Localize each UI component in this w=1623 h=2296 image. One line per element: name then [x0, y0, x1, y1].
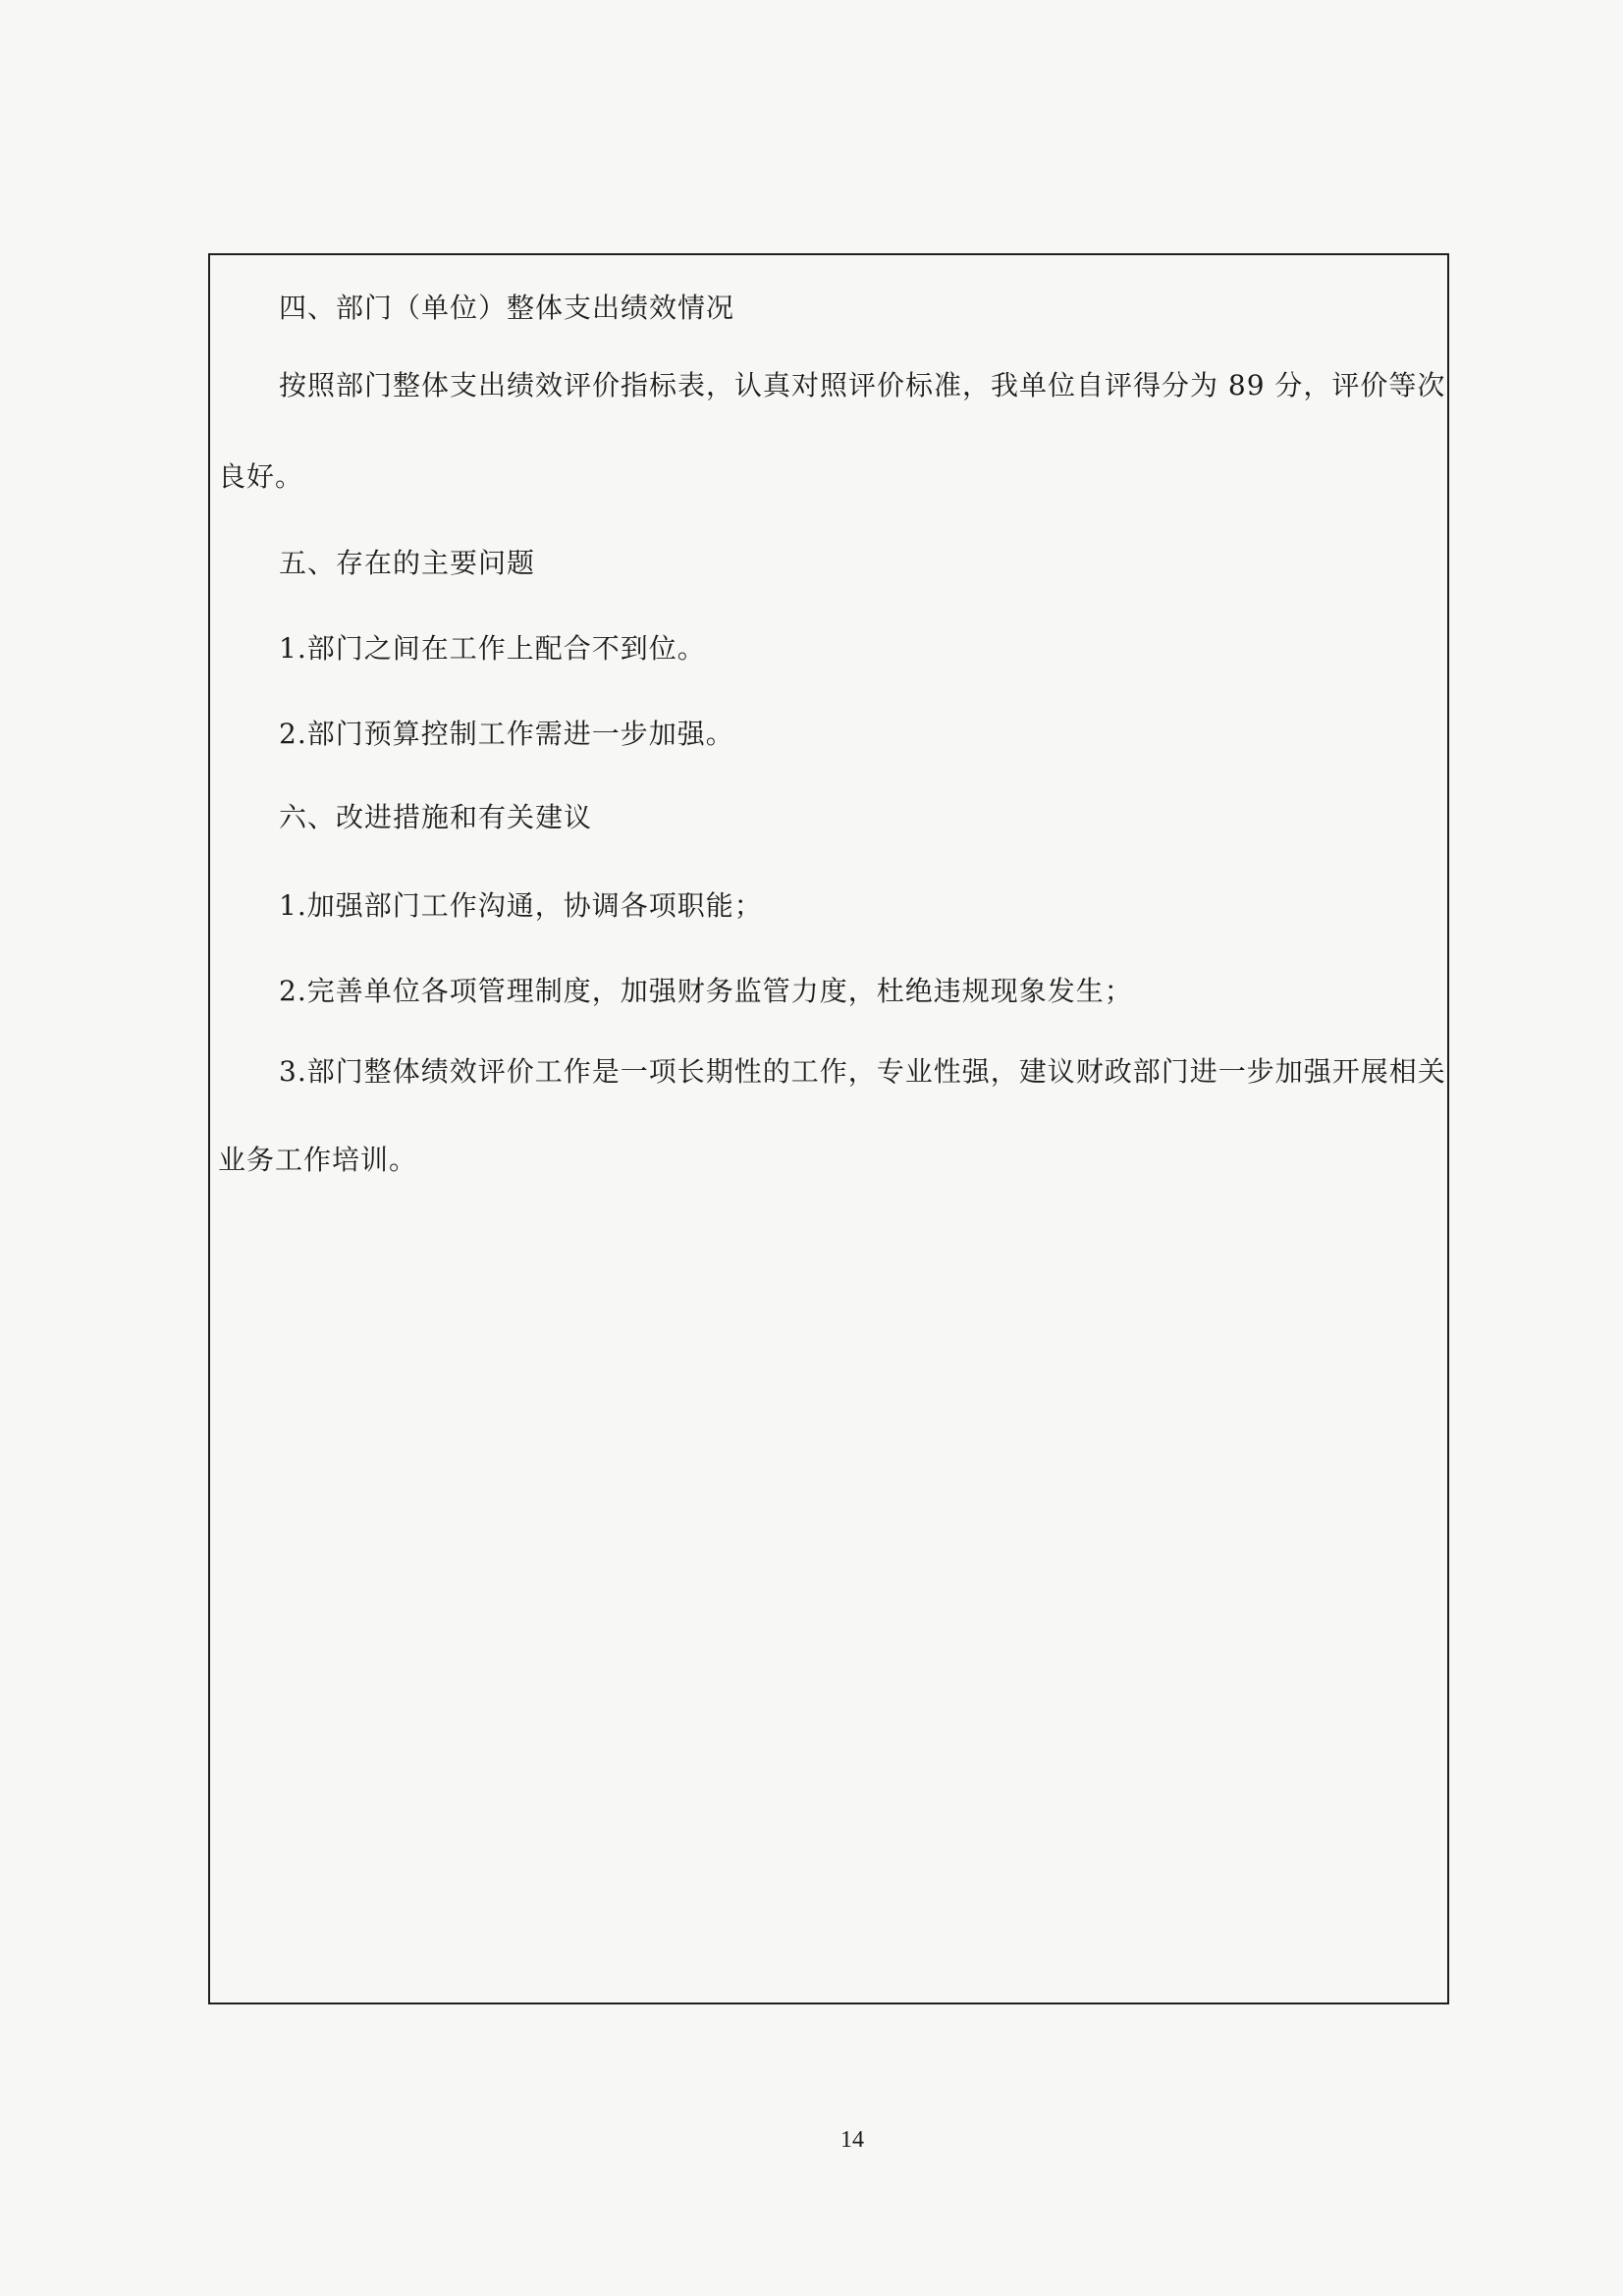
section5-heading: 五、存在的主要问题	[279, 547, 536, 579]
content-frame	[208, 253, 1449, 2004]
section5-item-1: 1.部门之间在工作上配合不到位。	[279, 632, 706, 665]
section4-heading: 四、部门（单位）整体支出绩效情况	[279, 292, 735, 324]
section4-paragraph-line-2: 良好。	[218, 460, 304, 493]
section6-item-2: 2.完善单位各项管理制度，加强财务监管力度，杜绝违规现象发生；	[279, 975, 1133, 1007]
section6-item-1: 1.加强部门工作沟通，协调各项职能；	[279, 889, 763, 922]
section5-item-2: 2.部门预算控制工作需进一步加强。	[279, 718, 734, 750]
section4-paragraph-line-1: 按照部门整体支出绩效评价指标表，认真对照评价标准，我单位自评得分为 89 分，评价等次	[279, 369, 1446, 401]
page-number: 14	[840, 2127, 864, 2153]
section6-heading: 六、改进措施和有关建议	[279, 801, 593, 833]
section6-item-3-line-2: 业务工作培训。	[218, 1144, 418, 1176]
section6-item-3-line-1: 3.部门整体绩效评价工作是一项长期性的工作，专业性强，建议财政部门进一步加强开展相关	[279, 1055, 1446, 1088]
